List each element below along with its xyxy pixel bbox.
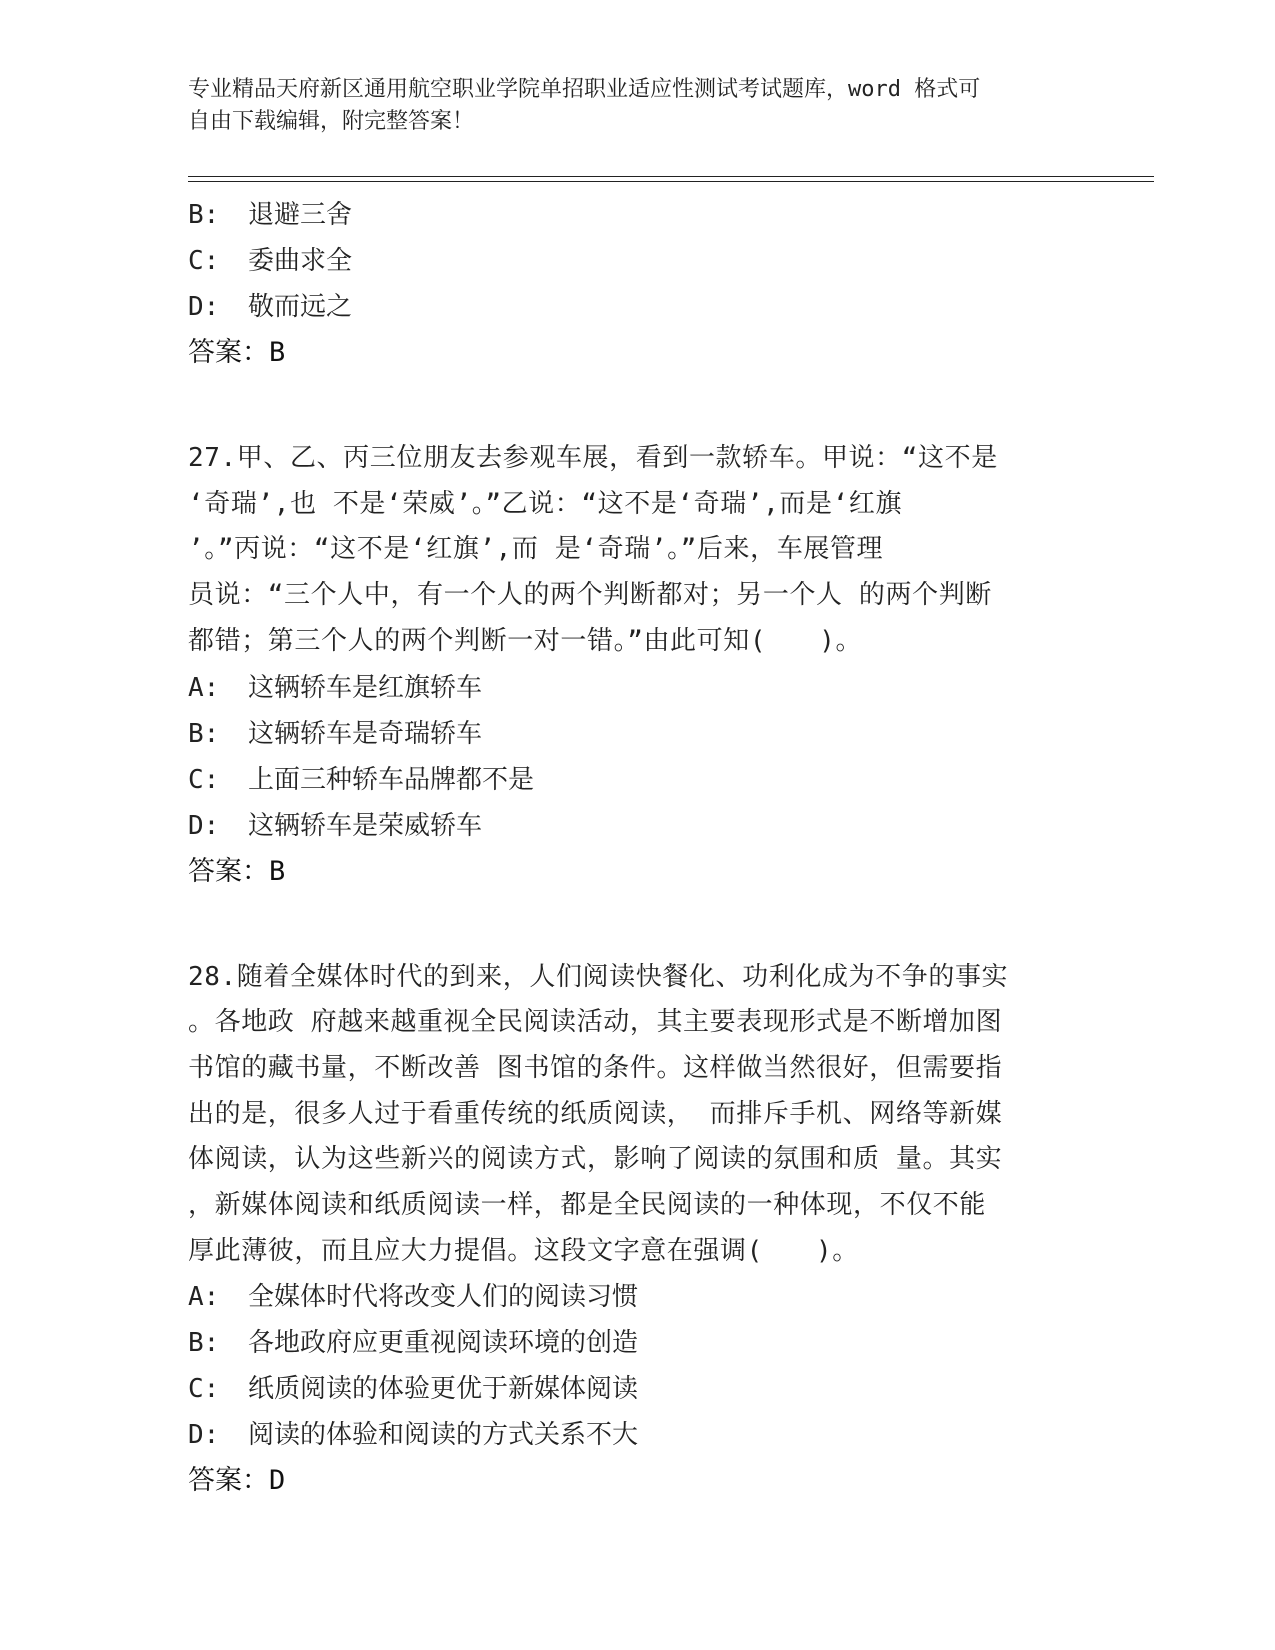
question-stem-line: ，新媒体阅读和纸质阅读一样，都是全民阅读的一种体现，不仅不能 [188,1190,987,1221]
option-d: D: 这辆轿车是荣威轿车 [188,810,483,841]
header-line-1: 专业精品天府新区通用航空职业学院单招职业适应性测试考试题库，word 格式可 [188,77,981,102]
question-stem-line: 体阅读，认为这些新兴的阅读方式，影响了阅读的氛围和质 量。其实 [188,1144,1003,1175]
prev-question-options [188,192,1088,330]
question-27-answer: 答案：B [188,855,286,887]
question-stem-line: 都错；第三个人的两个判断一对一错。”由此可知( )。 [188,625,863,656]
question-stem-line: 厚此薄彼，而且应大力提倡。这段文字意在强调( )。 [188,1235,859,1266]
option-c: C: 上面三种轿车品牌都不是 [188,764,535,795]
header-divider-bottom [188,181,1154,182]
option-b: B: 退避三舍 [188,200,353,230]
option-a: A: 全媒体时代将改变人们的阅读习惯 [188,1282,639,1313]
question-stem-line: 28.随着全媒体时代的到来，人们阅读快餐化、功利化成为不争的事实 [188,961,1009,992]
spacer [188,895,1088,955]
question-27 [188,436,1088,895]
question-stem-line: 出的是，很多人过于看重传统的纸质阅读， 而排斥手机、网络等新媒 [188,1098,1003,1129]
question-28 [188,955,1088,1505]
option-d: D: 阅读的体验和阅读的方式关系不大 [188,1420,639,1451]
question-stem-line: 书馆的藏书量，不断改善 图书馆的条件。这样做当然很好，但需要指 [188,1052,1003,1083]
option-b: B: 这辆轿车是奇瑞轿车 [188,718,483,749]
header-divider-top [188,176,1154,177]
question-stem-line: 员说：“三个人中，有一个人的两个判断都对；另一个人 的两个判断 [188,580,992,611]
question-28-answer: 答案：D [188,1465,286,1497]
option-a: A: 这辆轿车是红旗轿车 [188,672,483,703]
option-d: D: 敬而远之 [188,292,353,322]
question-stem-line: 27.甲、乙、丙三位朋友去参观车展，看到一款轿车。甲说：“这不是 [188,443,998,473]
question-content [188,192,1088,1504]
spacer [188,376,1088,436]
question-stem-line: ’。”丙说：“这不是‘红旗’,而 是‘奇瑞’。”后来，车展管理 [188,534,884,565]
page-header [188,74,1088,138]
question-stem-line: ‘奇瑞’,也 不是‘荣威’。”乙说：“这不是‘奇瑞’,而是‘红旗 [188,488,903,519]
option-b: B: 各地政府应更重视阅读环境的创造 [188,1328,639,1359]
option-c: C: 纸质阅读的体验更优于新媒体阅读 [188,1374,639,1405]
question-stem-line: 。各地政 府越来越重视全民阅读活动，其主要表现形式是不断增加图 [188,1007,1003,1038]
header-line-2: 自由下载编辑，附完整答案！ [188,109,475,134]
option-c: C: 委曲求全 [188,246,353,276]
prev-question-answer: 答案：B [188,337,286,368]
